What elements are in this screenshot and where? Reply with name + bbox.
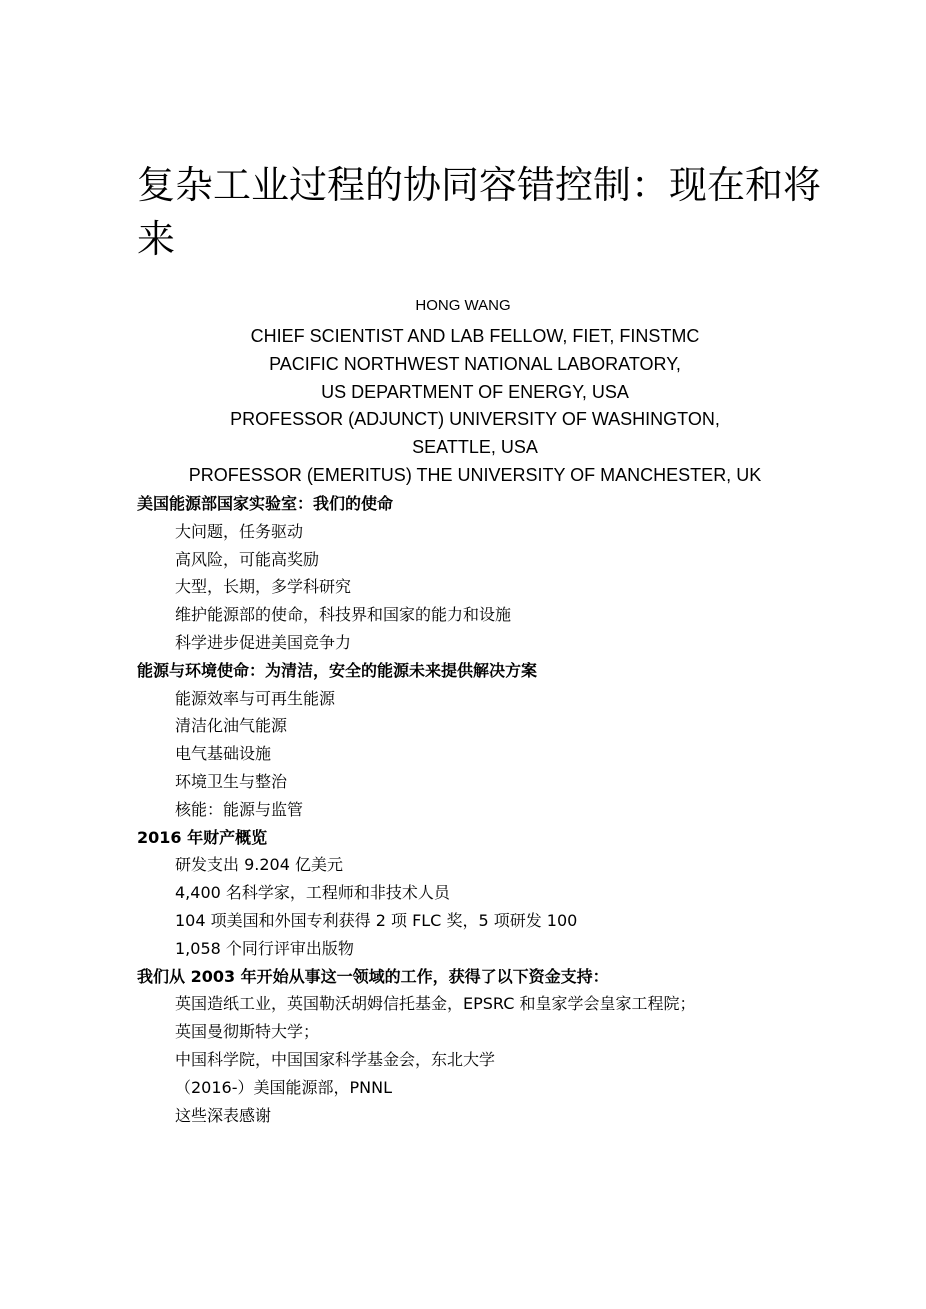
list-item: 中国科学院，中国国家科学基金会，东北大学 <box>175 1049 496 1069</box>
section-2016-overview <box>137 824 897 963</box>
affiliation-line: PROFESSOR (ADJUNCT) UNIVERSITY OF WASHINGTON, <box>230 409 720 430</box>
list-item: 研发支出 9.204 亿美元 <box>175 855 343 875</box>
section-funding <box>137 963 897 1130</box>
list-item: 能源效率与可再生能源 <box>175 688 336 708</box>
section-mission <box>137 490 897 657</box>
list-item: 英国曼彻斯特大学； <box>175 1022 320 1042</box>
list-item: 1,058 个同行评审出版物 <box>175 938 354 958</box>
affiliation-line: PACIFIC NORTHWEST NATIONAL LABORATORY, <box>269 353 681 374</box>
list-item: 维护能源部的使命，科技界和国家的能力和设施 <box>175 605 512 625</box>
document-title: 复杂工业过程的协同容错控制：现在和将来 <box>137 163 822 261</box>
list-item: 环境卫生与整治 <box>175 771 288 791</box>
list-item: 科学进步促进美国竞争力 <box>175 632 352 652</box>
list-item: 这些深表感谢 <box>175 1105 272 1125</box>
list-item: 大问题，任务驱动 <box>175 521 304 541</box>
list-item: 4,400 名科学家，工程师和非技术人员 <box>175 883 450 903</box>
list-item: 清洁化油气能源 <box>175 716 288 736</box>
section-heading: 美国能源部国家实验室：我们的使命 <box>137 494 394 513</box>
author-affiliations <box>0 323 926 490</box>
affiliation-line: PROFESSOR (EMERITUS) THE UNIVERSITY OF MANCHESTER, UK <box>188 464 762 485</box>
section-heading: 我们从 2003 年开始从事这一领域的工作，获得了以下资金支持： <box>137 966 609 986</box>
affiliation-line: SEATTLE, USA <box>412 437 538 458</box>
author-name: HONG WANG <box>415 297 511 314</box>
list-item: 104 项美国和外国专利获得 2 项 FLC 奖，5 项研发 100 <box>175 910 578 930</box>
list-item: 大型，长期，多学科研究 <box>175 577 352 597</box>
list-item: 电气基础设施 <box>175 744 272 764</box>
list-item: 高风险，可能高奖励 <box>175 549 320 569</box>
list-item: 英国造纸工业，英国勒沃胡姆信托基金，EPSRC 和皇家学会皇家工程院； <box>175 994 696 1014</box>
affiliation-line: CHIEF SCIENTIST AND LAB FELLOW, FIET, FINSTMC <box>250 326 700 346</box>
list-item: （2016-）美国能源部，PNNL <box>175 1077 392 1097</box>
section-energy-environment <box>137 657 897 824</box>
section-heading: 2016 年财产概览 <box>137 827 268 847</box>
document-body <box>137 490 897 1129</box>
section-heading: 能源与环境使命：为清洁，安全的能源未来提供解决方案 <box>137 660 538 680</box>
list-item: 核能：能源与监管 <box>175 799 304 819</box>
affiliation-line: US DEPARTMENT OF ENERGY, USA <box>321 381 629 402</box>
